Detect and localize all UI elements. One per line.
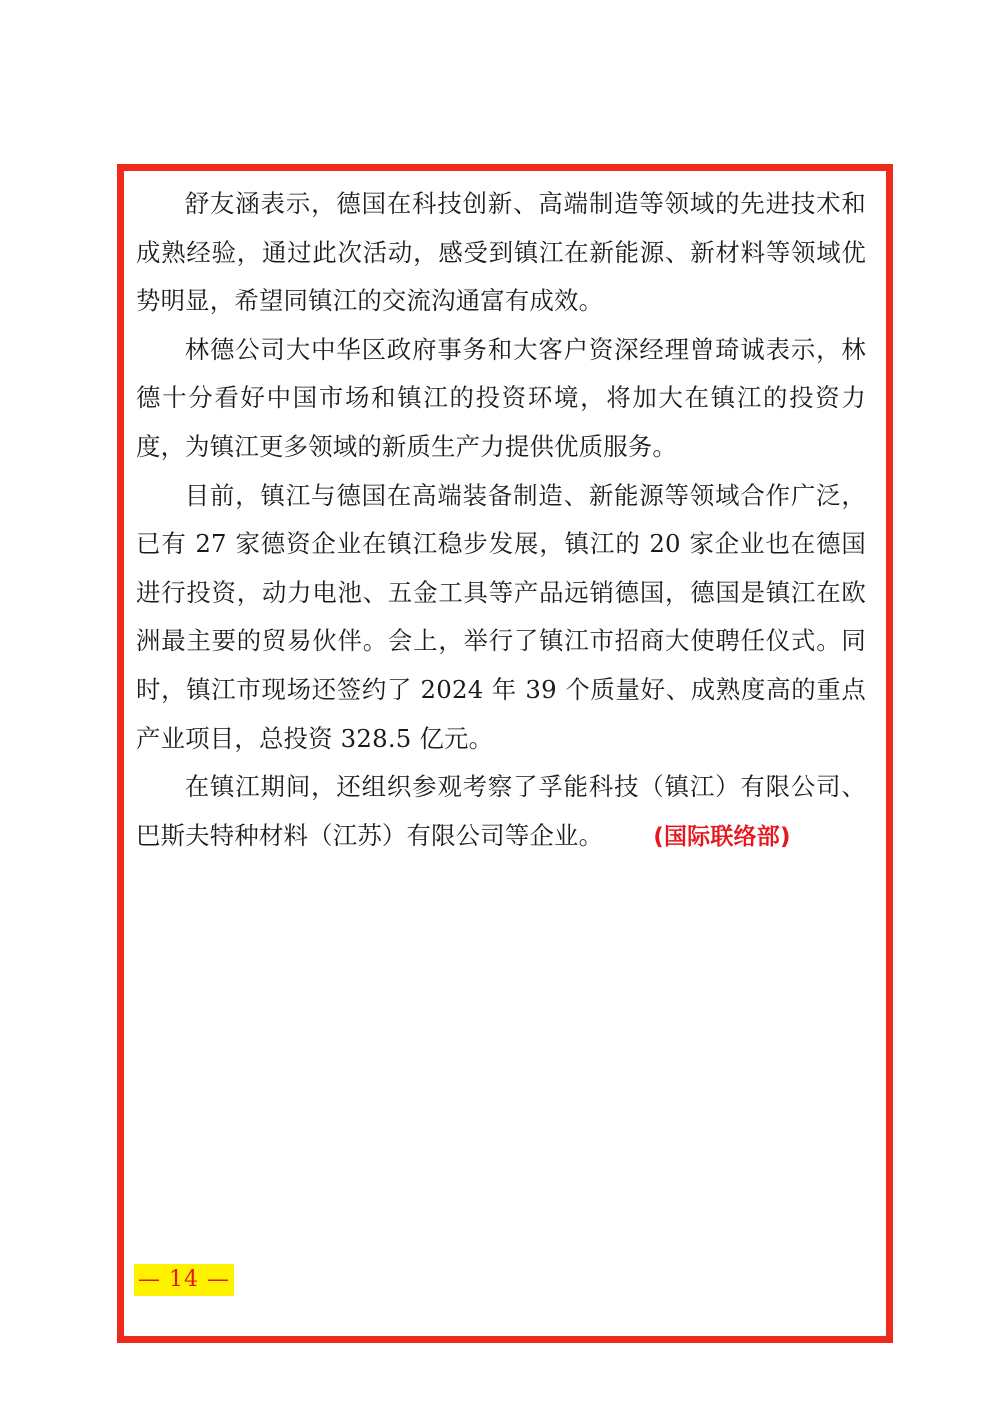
source-department: (国际联络部) [653, 823, 791, 850]
page-number: — 14 — [134, 1264, 234, 1296]
paragraph-1: 舒友涵表示，德国在科技创新、高端制造等领域的先进技术和成熟经验，通过此次活动，感受到镇江在新能源、新材料等领域优势明显，希望同镇江的交流沟通富有成效。 [136, 189, 866, 316]
paragraph-4-text: 在镇江期间，还组织参观考察了孚能科技（镇江）有限公司、巴斯夫特种材料（江苏）有限公司等企业。 [136, 772, 866, 850]
paragraph-3: 目前，镇江与德国在高端装备制造、新能源等领域合作广泛，已有 27 家德资企业在镇江稳步发展，镇江的 20 家企业也在德国进行投资，动力电池、五金工具等产品远销德国，德国是镇江在欧洲最主要的贸易伙伴。会上，举行了镇江市招商大使聘任仪式。同时，镇江市现场还签约了 2024 年 39 个质量好、成熟度高的重点产业项目，总投资 328.5 亿元。 [136, 480, 866, 753]
paragraph-4 [136, 763, 866, 861]
article-body [136, 180, 866, 861]
paragraph-2: 林德公司大中华区政府事务和大客户资深经理曾琦诚表示，林德十分看好中国市场和镇江的投资环境，将加大在镇江的投资力度，为镇江更多领域的新质生产力提供优质服务。 [136, 334, 866, 461]
